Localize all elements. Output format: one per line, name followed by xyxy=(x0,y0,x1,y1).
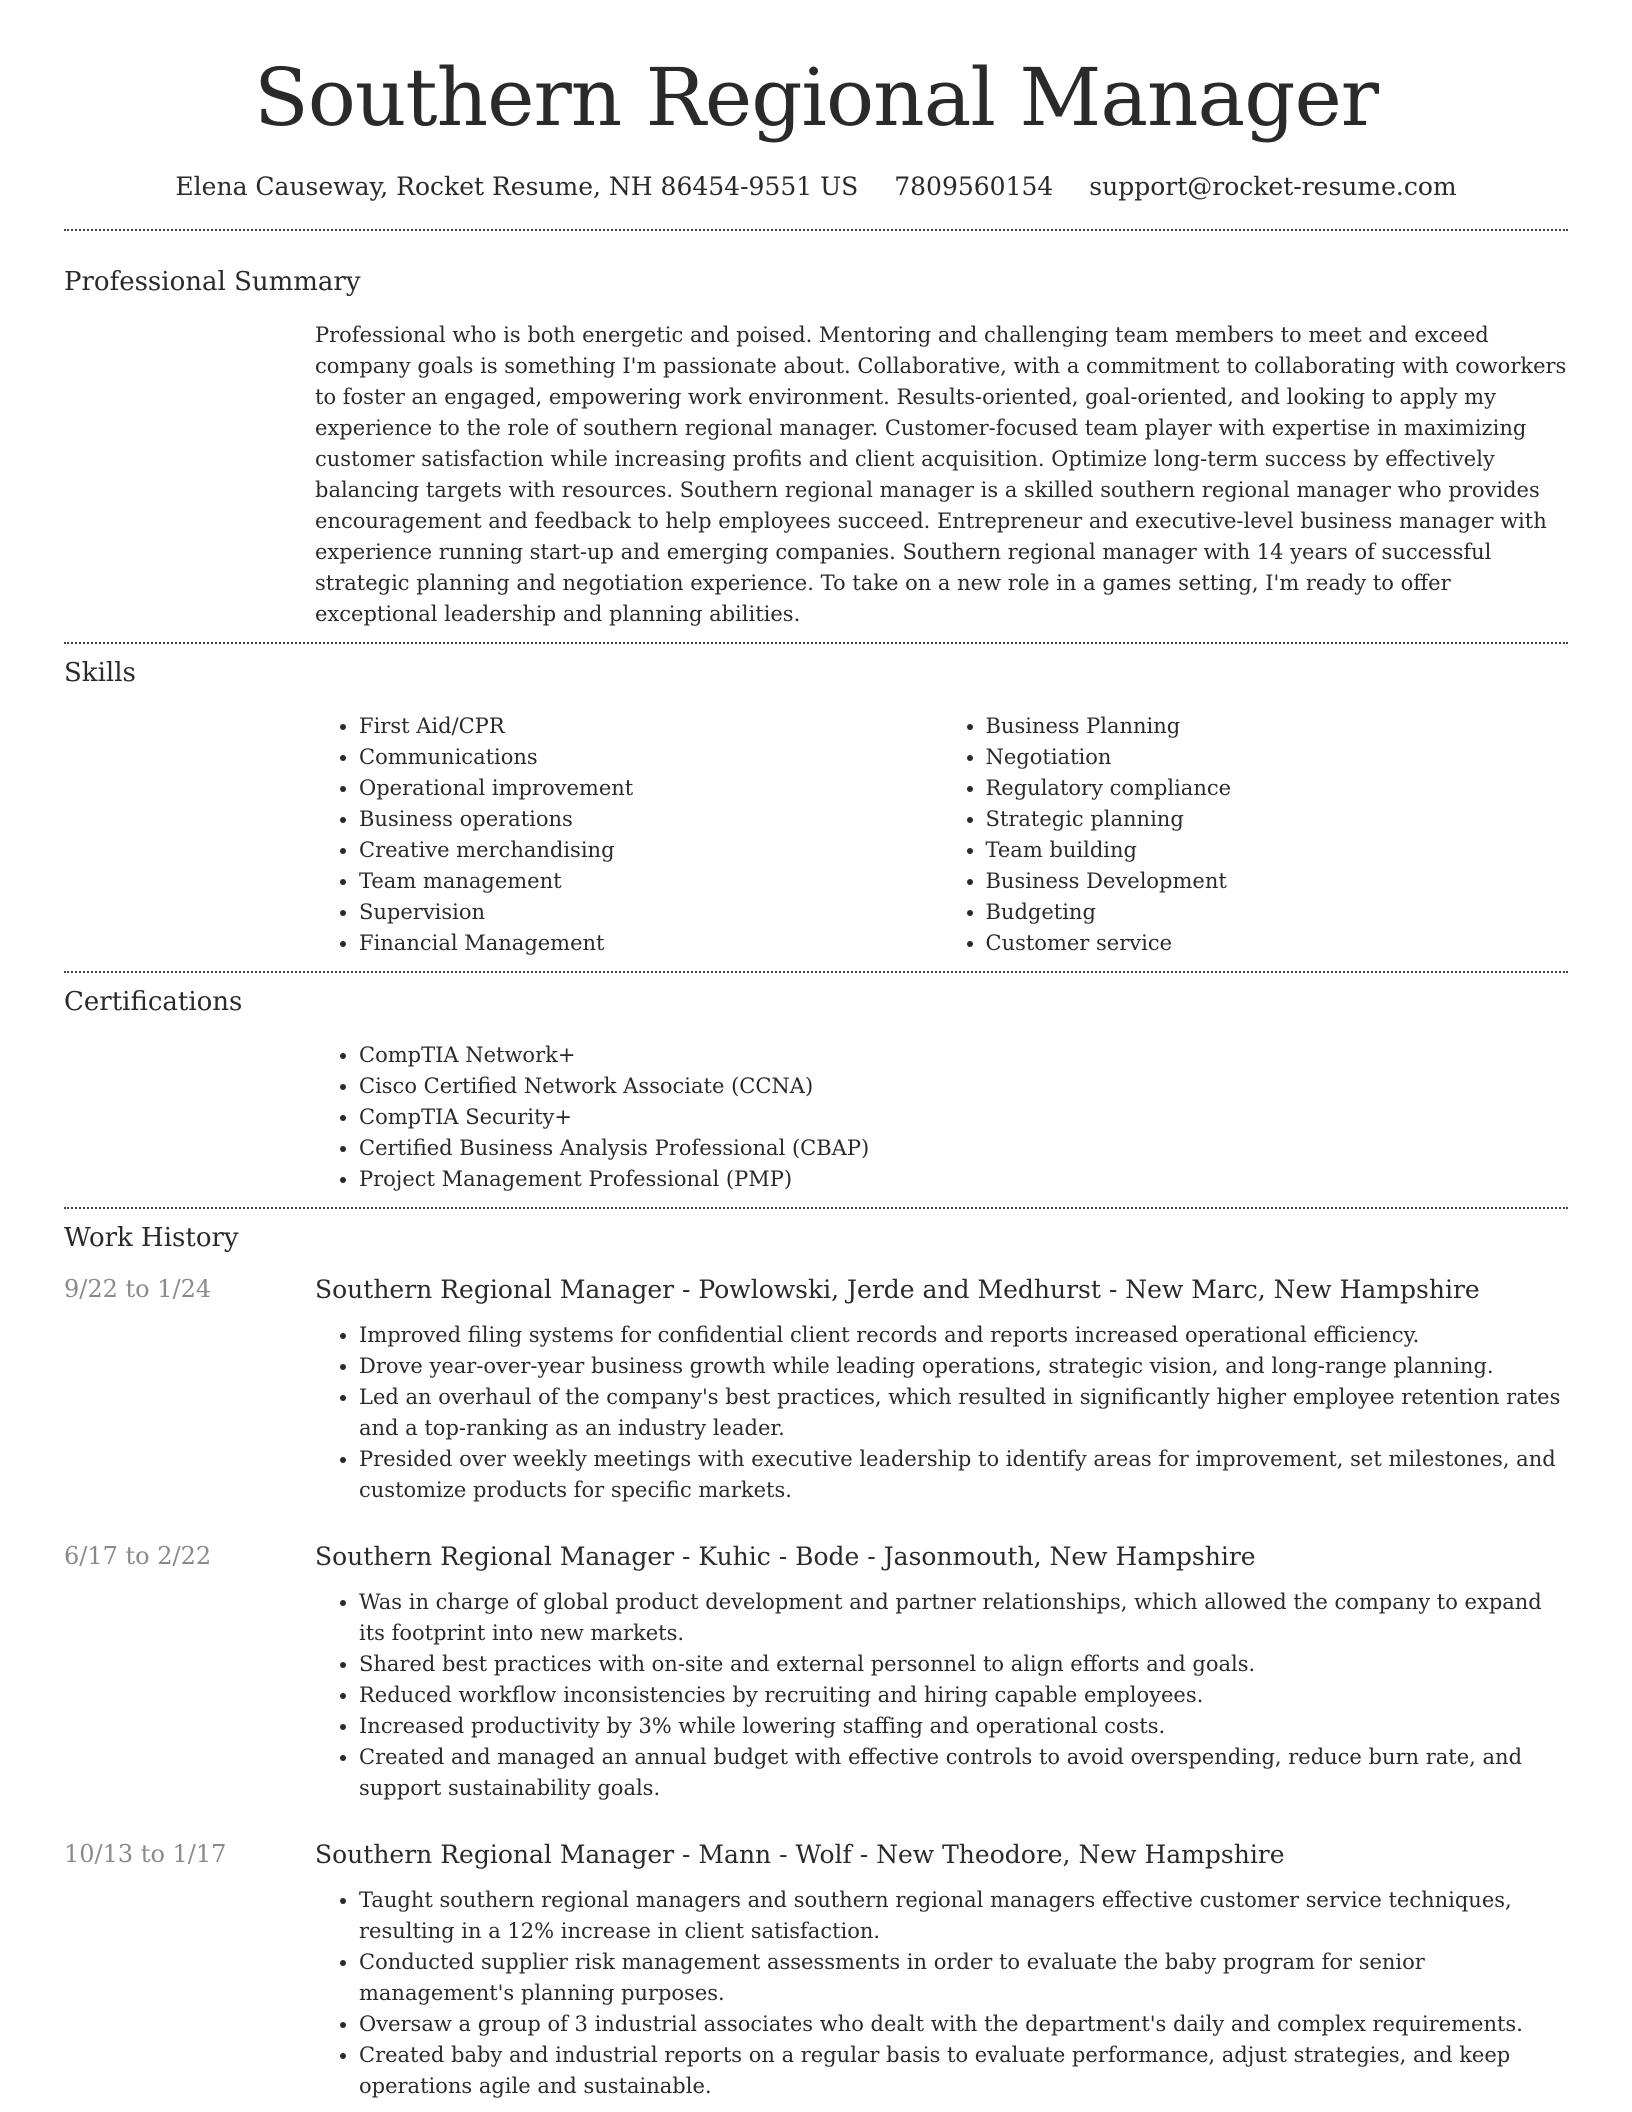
job-bullets xyxy=(315,1885,1568,2102)
skill-item: • Creative merchandising xyxy=(359,835,942,866)
work-history-section xyxy=(64,1209,1568,2102)
job-dates: 10/13 to 1/17 xyxy=(64,1840,227,1868)
summary-text: Professional who is both energetic and poised. Mentoring and challenging team members to meet and exceed company goals is something I'm passionate about. Collaborative, with a commitment to collaborating with coworkers to foster an engaged, empowering work environment. Results-oriented, goal-oriented, and looking to apply my experience to the role of southern regional manager. Customer-focused team player with expertise in maximizing customer satisfaction while increasing profits and client acquisition. Optimize long-term success by effectively balancing targets with resources. Southern regional manager is a skilled southern regional manager who provides encouragement and feedback to help employees succeed. Entrepreneur and executive-level business manager with experience running start-up and emerging companies. Southern regional manager with 14 years of successful strategic planning and negotiation experience. To take on a new role in a games setting, I'm ready to offer exceptional leadership and planning abilities. xyxy=(315,323,1567,626)
skill-item: • Operational improvement xyxy=(359,773,942,804)
job-entry xyxy=(64,1277,1568,1506)
job-bullets xyxy=(315,1320,1568,1506)
work-history-heading: Work History xyxy=(64,1223,239,1253)
job-bullet: • Oversaw a group of 3 industrial associates who dealt with the department's daily and complex requirements. xyxy=(359,2009,1568,2040)
skill-item: • Budgeting xyxy=(986,897,1569,928)
skill-item: • Supervision xyxy=(359,897,942,928)
contact-address: Elena Causeway, Rocket Resume, NH 86454-9551 US xyxy=(175,172,859,201)
job-body xyxy=(315,1544,1568,1804)
job-entry xyxy=(64,1544,1568,1804)
skill-item: • Business operations xyxy=(359,804,942,835)
summary-heading: Professional Summary xyxy=(64,267,361,297)
job-bullet: • Increased productivity by 3% while lowering staffing and operational costs. xyxy=(359,1711,1568,1742)
skill-item: • Business Planning xyxy=(986,711,1569,742)
skills-list-left xyxy=(315,711,942,959)
certifications-list xyxy=(315,1040,1568,1195)
job-bullet: • Reduced workflow inconsistencies by recruiting and hiring capable employees. xyxy=(359,1680,1568,1711)
job-bullet: • Was in charge of global product development and partner relationships, which allowed the company to expand its footprint into new markets. xyxy=(359,1587,1568,1649)
skill-item: • Regulatory compliance xyxy=(986,773,1569,804)
certification-item: • Certified Business Analysis Professional (CBAP) xyxy=(359,1133,1568,1164)
skills-section xyxy=(64,644,1568,971)
certification-item: • CompTIA Security+ xyxy=(359,1102,1568,1133)
skill-item: • Strategic planning xyxy=(986,804,1569,835)
contact-email: support@rocket-resume.com xyxy=(1089,172,1457,201)
job-bullet: • Created baby and industrial reports on a regular basis to evaluate performance, adjust strategies, and keep operations agile and sustainable. xyxy=(359,2040,1568,2102)
skill-item: • Negotiation xyxy=(986,742,1569,773)
skill-item: • Business Development xyxy=(986,866,1569,897)
certification-item: • Project Management Professional (PMP) xyxy=(359,1164,1568,1195)
job-dates: 9/22 to 1/24 xyxy=(64,1275,212,1303)
skill-item: • Team building xyxy=(986,835,1569,866)
job-title: Southern Regional Manager - Mann - Wolf - New Theodore, New Hampshire xyxy=(315,1840,1285,1869)
job-dates: 6/17 to 2/22 xyxy=(64,1542,212,1570)
certifications-section xyxy=(64,973,1568,1207)
summary-section xyxy=(64,231,1568,642)
contact-phone: 7809560154 xyxy=(894,172,1054,201)
certification-item: • Cisco Certified Network Associate (CCNA) xyxy=(359,1071,1568,1102)
skills-list-right xyxy=(942,711,1569,959)
job-bullets xyxy=(315,1587,1568,1804)
skill-item: • Customer service xyxy=(986,928,1569,959)
skill-item: • First Aid/CPR xyxy=(359,711,942,742)
certification-item: • CompTIA Network+ xyxy=(359,1040,1568,1071)
skills-heading: Skills xyxy=(64,658,136,688)
skill-item: • Communications xyxy=(359,742,942,773)
job-title: Southern Regional Manager - Powlowski, Jerde and Medhurst - New Marc, New Hampshire xyxy=(315,1275,1480,1304)
contact-line xyxy=(64,172,1568,208)
skill-item: • Financial Management xyxy=(359,928,942,959)
certifications-content xyxy=(315,1040,1568,1195)
job-bullet: • Conducted supplier risk management assessments in order to evaluate the baby program for senior management's planning purposes. xyxy=(359,1947,1568,2009)
skills-grid xyxy=(315,711,1568,959)
resume-name-title: Southern Regional Manager xyxy=(253,51,1379,144)
job-bullet: • Led an overhaul of the company's best practices, which resulted in significantly higher employee retention rates and a top-ranking as an industry leader. xyxy=(359,1382,1568,1444)
job-body xyxy=(315,1842,1568,2102)
job-body xyxy=(315,1277,1568,1506)
job-bullet: • Drove year-over-year business growth while leading operations, strategic vision, and long-range planning. xyxy=(359,1351,1568,1382)
job-entry xyxy=(64,1842,1568,2102)
certifications-heading: Certifications xyxy=(64,987,243,1017)
job-bullet: • Created and managed an annual budget with effective controls to avoid overspending, reduce burn rate, and support sustainability goals. xyxy=(359,1742,1568,1804)
job-bullet: • Presided over weekly meetings with executive leadership to identify areas for improvement, set milestones, and customize products for specific markets. xyxy=(359,1444,1568,1506)
skill-item: • Team management xyxy=(359,866,942,897)
job-bullet: • Taught southern regional managers and southern regional managers effective customer service techniques, resulting in a 12% increase in client satisfaction. xyxy=(359,1885,1568,1947)
job-title: Southern Regional Manager - Kuhic - Bode - Jasonmouth, New Hampshire xyxy=(315,1542,1256,1571)
job-bullet: • Improved filing systems for confidential client records and reports increased operational efficiency. xyxy=(359,1320,1568,1351)
job-bullet: • Shared best practices with on-site and external personnel to align efforts and goals. xyxy=(359,1649,1568,1680)
